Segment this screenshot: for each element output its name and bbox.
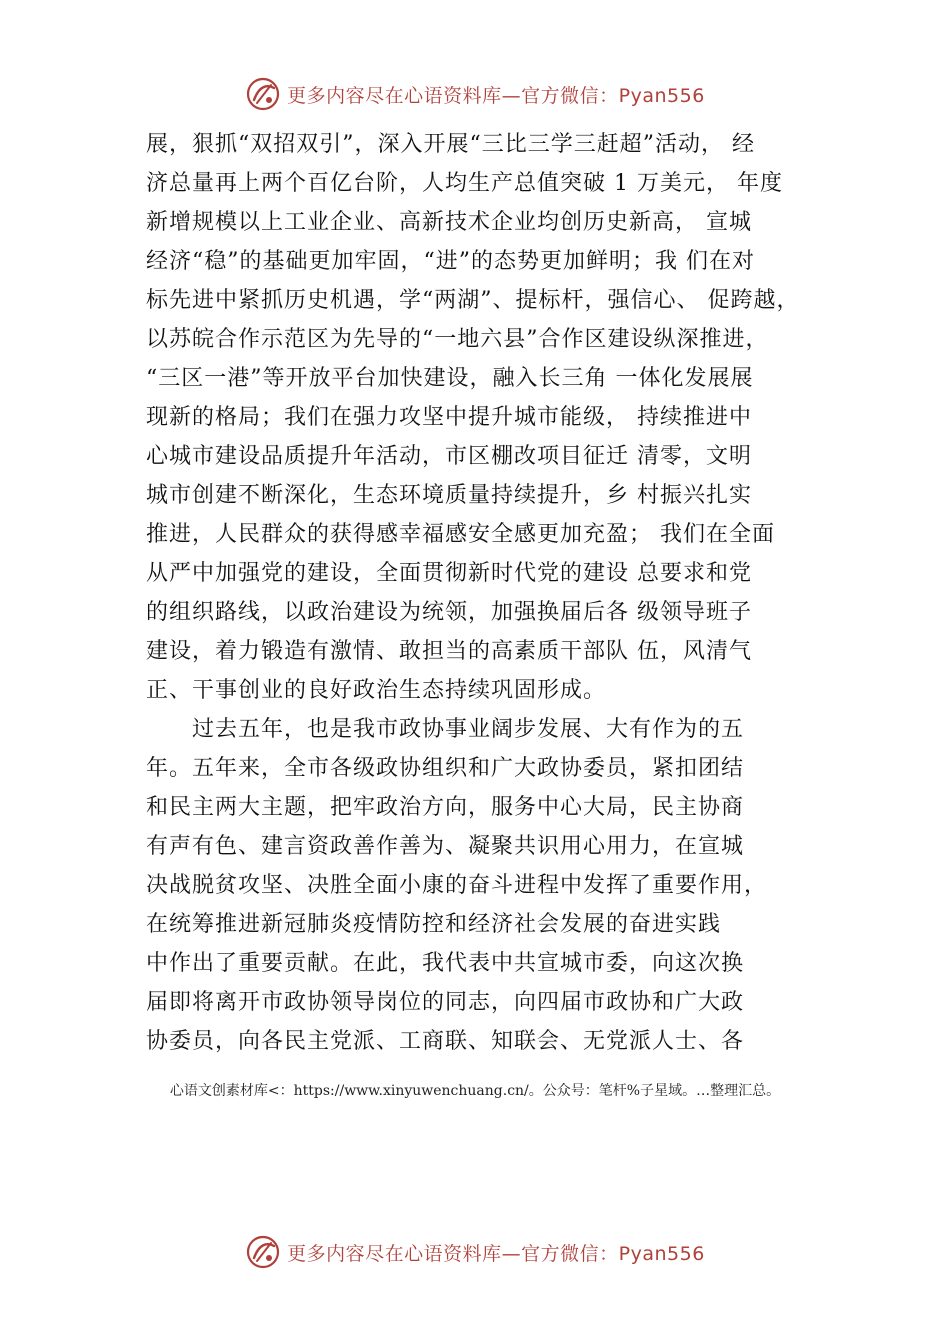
text-line: 在统筹推进新冠肺炎疫情防控和经济社会发展的奋进实践	[146, 912, 722, 937]
text-line: 的组织路线，以政治建设为统领，加强换届后各 级领导班子	[146, 600, 752, 625]
paragraph-1	[146, 125, 836, 710]
footer-note: 心语文创素材库<：https://www.xinyuwenchuang.cn/。公众号：笔杆%子星域。…整理汇总。	[169, 1083, 781, 1099]
logo-icon	[245, 1234, 281, 1270]
text-line: 经济“稳”的基础更加牢固，“进”的态势更加鲜明；我 们在对	[146, 249, 755, 274]
logo-icon	[245, 76, 281, 112]
text-line: 过去五年，也是我市政协事业阔步发展、大有作为的五	[192, 717, 745, 742]
text-line: “三区一港”等开放平台加快建设，融入长三角 一体化发展展	[146, 366, 754, 391]
text-line: 现新的格局；我们在强力攻坚中提升城市能级， 持续推进中	[146, 405, 752, 430]
banner-text: 更多内容尽在心语资料库—官方微信：Pyan556	[287, 1242, 705, 1265]
text-line: 决战脱贫攻坚、决胜全面小康的奋斗进程中发挥了重要作用，	[146, 873, 768, 898]
paragraph-2	[146, 710, 836, 1061]
footer-banner	[0, 1232, 950, 1272]
text-line: 城市创建不断深化，生态环境质量持续提升，乡 村振兴扎实	[146, 483, 752, 508]
text-line: 标先进中紧抓历史机遇，学“两湖”、提标杆，强信心、 促跨越，	[146, 288, 800, 313]
document-body	[146, 125, 836, 1061]
text-line: 心城市建设品质提升年活动，市区棚改项目征迁 清零，文明	[146, 444, 752, 469]
text-line: 建设，着力锻造有激情、敢担当的高素质干部队 伍，风清气	[146, 639, 752, 664]
text-line: 年。五年来，全市各级政协组织和广大政协委员，紧扣团结	[146, 756, 745, 781]
text-line: 届即将离开市政协领导岗位的同志，向四届市政协和广大政	[146, 990, 745, 1015]
text-line: 从严中加强党的建设，全面贯彻新时代党的建设 总要求和党	[146, 561, 752, 586]
text-line: 有声有色、建言资政善作善为、凝聚共识用心用力，在宣城	[146, 834, 745, 859]
text-line: 和民主两大主题，把牢政治方向，服务中心大局，民主协商	[146, 795, 745, 820]
header-banner	[0, 74, 950, 114]
text-line: 推进，人民群众的获得感幸福感安全感更加充盈； 我们在全面	[146, 522, 775, 547]
text-line: 新增规模以上工业企业、高新技术企业均创历史新高， 宣城	[146, 210, 752, 235]
text-line: 中作出了重要贡献。在此，我代表中共宣城市委，向这次换	[146, 951, 745, 976]
text-line: 协委员，向各民主党派、工商联、知联会、无党派人士、各	[146, 1029, 745, 1054]
banner-text: 更多内容尽在心语资料库—官方微信：Pyan556	[287, 84, 705, 107]
text-line: 正、干事创业的良好政治生态持续巩固形成。	[146, 678, 607, 703]
text-line: 济总量再上两个百亿台阶，人均生产总值突破 1 万美元， 年度	[146, 171, 783, 196]
text-line: 以苏皖合作示范区为先导的“一地六县”合作区建设纵深推进，	[146, 327, 769, 352]
text-line: 展，狠抓“双招双引”，深入开展“三比三学三赶超”活动， 经	[146, 132, 755, 157]
